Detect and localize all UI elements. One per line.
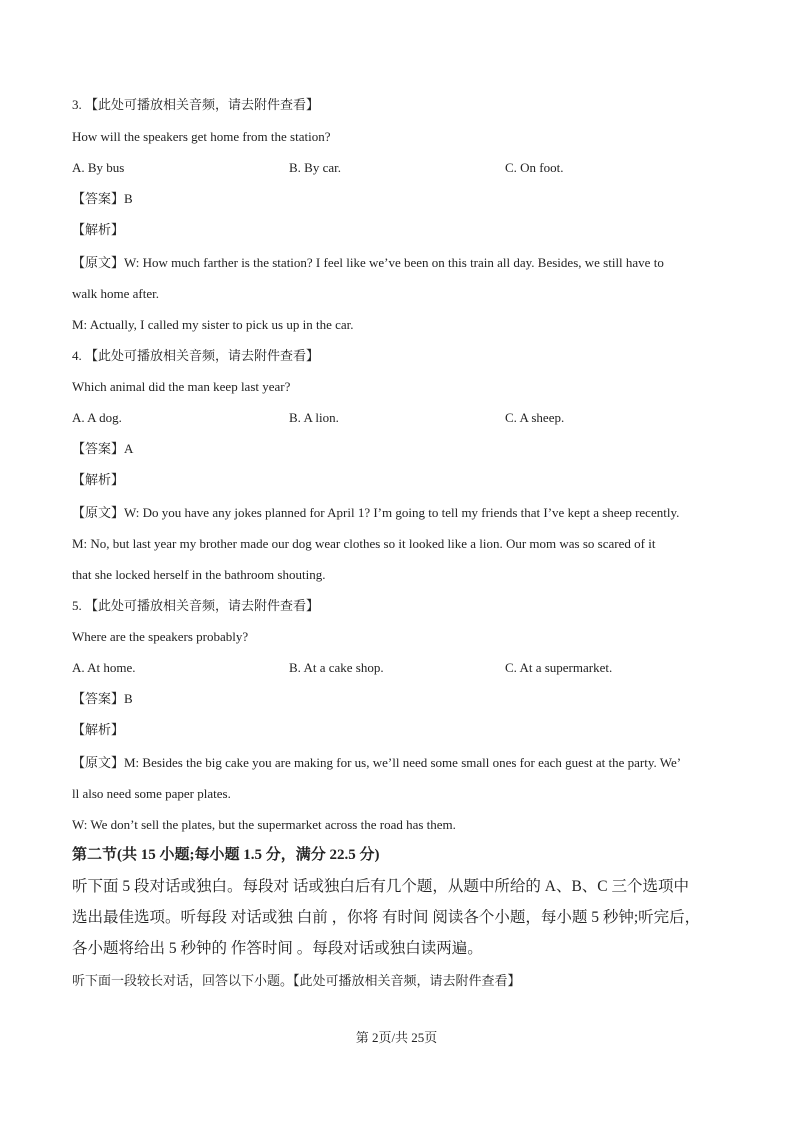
section-prompt: 听下面一段较长对话，回答以下小题。【此处可播放相关音频，请去附件查看】 xyxy=(72,973,521,988)
question-5-transcript-line: ll also need some paper plates. xyxy=(72,786,231,801)
question-4-transcript-line: 【原文】W: Do you have any jokes planned for April 1? I’m going to tell my friends that I’ve kept a sheep recently. xyxy=(72,505,680,520)
question-3-option-b: B. By car. xyxy=(289,160,341,175)
question-5-header: 5. 【此处可播放相关音频，请去附件查看】 xyxy=(72,598,320,613)
question-3-transcript-line: walk home after. xyxy=(72,286,159,301)
question-4-header: 4. 【此处可播放相关音频，请去附件查看】 xyxy=(72,348,320,363)
section-instruction-line: 各小题将给出 5 秒钟的 作答时间 。每段对话或独白读两遍。 xyxy=(72,940,483,957)
question-5-answer: 【答案】B xyxy=(72,691,133,706)
question-4-transcript-line: that she locked herself in the bathroom shouting. xyxy=(72,567,326,582)
question-4-text: Which animal did the man keep last year? xyxy=(72,379,291,394)
section-instruction-line: 听下面 5 段对话或独白。每段对 话或独白后有几个题，从题中所给的 A、B、C 三个选项中 xyxy=(72,878,689,895)
question-5-option-a: A. At home. xyxy=(72,660,136,675)
section-instruction-line: 选出最佳选项。听每段 对话或独 白前 ，你将 有时间 阅读各个小题，每小题 5 秒钟;听完后， xyxy=(72,909,701,926)
question-4-answer: 【答案】A xyxy=(72,441,134,456)
question-4-option-c: C. A sheep. xyxy=(505,410,565,425)
question-3-header: 3. 【此处可播放相关音频，请去附件查看】 xyxy=(72,97,320,112)
question-5-transcript-line: 【原文】M: Besides the big cake you are making for us, we’ll need some small ones for each guest at the party. We’ xyxy=(72,755,682,770)
question-3-option-c: C. On foot. xyxy=(505,160,564,175)
question-3-answer: 【答案】B xyxy=(72,191,133,206)
question-3-transcript-line: M: Actually, I called my sister to pick us up in the car. xyxy=(72,317,354,332)
section-title: 第二节(共 15 小题;每小题 1.5 分，满分 22.5 分) xyxy=(72,847,380,863)
question-3-text: How will the speakers get home from the station? xyxy=(72,129,331,144)
question-4-option-a: A. A dog. xyxy=(72,410,122,425)
question-5-text: Where are the speakers probably? xyxy=(72,629,249,644)
question-5-option-b: B. At a cake shop. xyxy=(289,660,384,675)
question-4-option-b: B. A lion. xyxy=(289,410,339,425)
question-5-transcript-line: W: We don’t sell the plates, but the supermarket across the road has them. xyxy=(72,817,456,832)
question-5-analysis: 【解析】 xyxy=(72,722,125,737)
page-number: 第 2页/共 25页 xyxy=(355,1030,438,1045)
question-5-option-c: C. At a supermarket. xyxy=(505,660,613,675)
question-4-transcript-line: M: No, but last year my brother made our dog wear clothes so it looked like a lion. Our mom was so scared of it xyxy=(72,536,656,551)
question-3-option-a: A. By bus xyxy=(72,160,125,175)
question-4-analysis: 【解析】 xyxy=(72,472,125,487)
question-3-analysis: 【解析】 xyxy=(72,222,125,237)
question-3-transcript-line: 【原文】W: How much farther is the station? I feel like we’ve been on this train all day. Besides, we still have to xyxy=(72,255,664,270)
